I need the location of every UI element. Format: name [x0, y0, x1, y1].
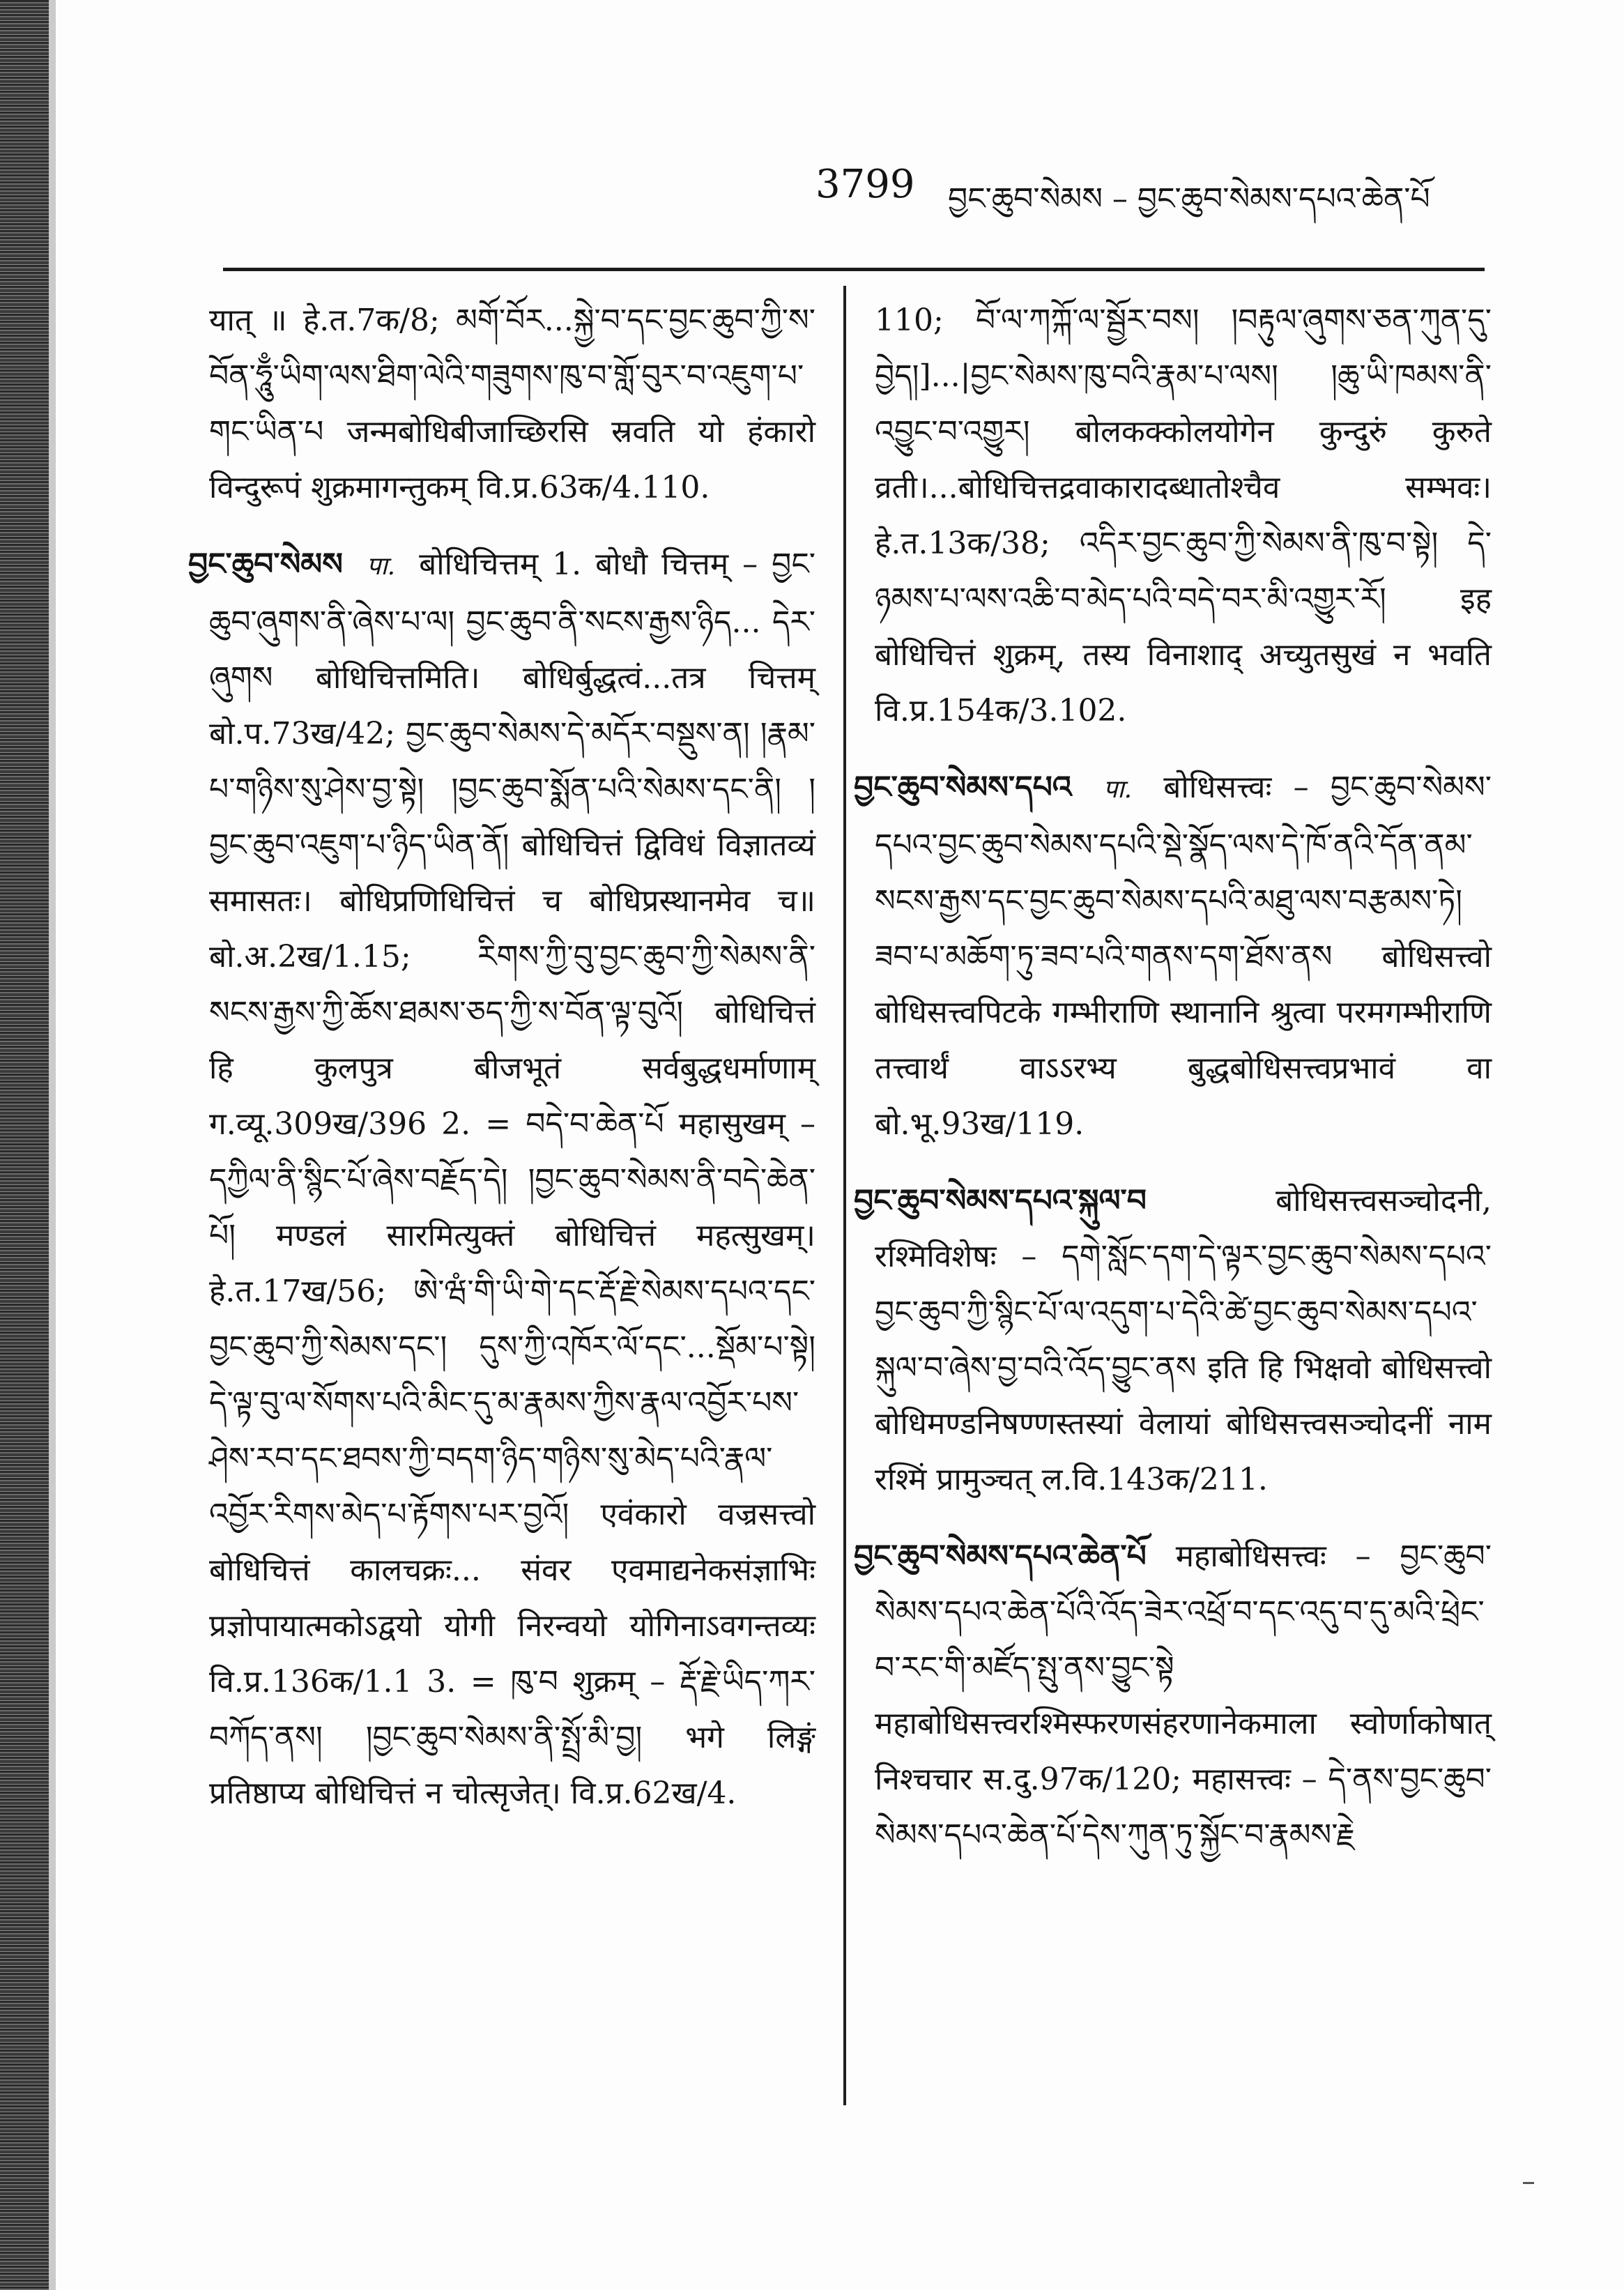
binding-edge [0, 0, 49, 2290]
entry-gloss: पा. [366, 552, 396, 581]
dictionary-entry [854, 1173, 1492, 1508]
dictionary-entry [854, 760, 1492, 1152]
continuation-body: यात् ॥ हे.त.7क/8; མགོ་བོར...སྐྱེ་བ་དང་བྱང་ཆུབ་ཀྱི་ས་བོན་ཧཱུྃ་ཡིག་ལས་ཐིག་ལེའི་གཟུགས་ཁུ་བ་གློ་བུར་བ་འཇུག་པ་གང་ཡིན་པ जन्मबोधिबीजाच्छिरसि स्रवति यो हंकारो विन्दुरूपं शुक्रमागन्तुकम् वि.प्र.63क/4.110. [209, 303, 815, 505]
entry-gloss: पा. [1103, 775, 1133, 804]
entry-headword: བྱང་ཆུབ་སེམས [188, 547, 343, 582]
continuation-text [209, 293, 815, 516]
right-column [854, 293, 1492, 1884]
column-divider [843, 286, 846, 2105]
running-head: བྱང་ཆུབ་སེམས – བྱང་ཆུབ་སེམས་དཔའ་ཆེན་པོ [948, 181, 1430, 217]
page-number: 3799 [815, 162, 915, 207]
dictionary-entry [188, 537, 815, 1822]
binding-shadow [49, 0, 56, 2290]
continuation-body: 110; བོ་ལ་ཀཀྐོ་ལ་སྦྱོར་བས། །བརྟུལ་ཞུགས་ཅན་ཀུན་དུ་བྱེད།]...|བྱང་སེམས་ཁུ་བའི་རྣམ་པ་ལས། །ཆུ་ཡི་ཁམས་ནི་འབྱུང་བ་འགྱུར། बोलकक्कोलयोगेन कुन्दुरुं कुरुते व्रती।...बोधिचित्तद्रवाकारादब्धातोश्चैव सम्भवः। हे.त.13क/38; འདིར་བྱང་ཆུབ་ཀྱི་སེམས་ནི་ཁུ་བ་སྟེ། དེ་ཉམས་པ་ལས་འཆི་བ་མེད་པའི་བདེ་བར་མི་འགྱུར་རོ། इह बोधिचित्तं शुक्रम्, तस्य विनाशाद् अच्युतसुखं न भवति वि.प्र.154क/3.102. [875, 303, 1492, 728]
entry-headword: བྱང་ཆུབ་སེམས་དཔའ་ཆེན་པོ [854, 1539, 1147, 1574]
entry-headword: བྱང་ཆུབ་སེམས་དཔའ་སྐུལ་བ [854, 1183, 1147, 1219]
entry-body: बोधिसत्त्वसञ्चोदनी, रश्मिविशेषः – དགེ་སློང་དག་དེ་ལྟར་བྱང་ཆུབ་སེམས་དཔའ་བྱང་ཆུབ་ཀྱི་སྙིང་པོ་ལ་འདུག་པ་དེའི་ཚེ་བྱང་ཆུབ་སེམས་དཔའ་སྐུལ་བ་ཞེས་བྱ་བའི་འོད་བྱུང་ནས इति हि भिक्षवो बोधिसत्त्वो बोधिमण्डनिषण्णस्तस्यां वेलायां बोधिसत्त्वसञ्चोदनीं नाम रश्मिं प्रामुञ्चत् ल.वि.143क/211. [875, 1183, 1492, 1497]
continuation-text [875, 293, 1492, 739]
entry-body: बोधिचित्तम् 1. बोधौ चित्तम् – བྱང་ཆུབ་ཞུགས་ནི་ཞེས་པ་ལ། བྱང་ཆུབ་ནི་སངས་རྒྱས་ཉིད... དེར་ཞུགས बोधिचित्तमिति। बोधिर्बुद्धत्वं...तत्र चित्तम् बो.प.73ख/42; བྱང་ཆུབ་སེམས་དེ་མདོར་བསྡུས་ན། །རྣམ་པ་གཉིས་སུ་ཤེས་བྱ་སྟེ། །བྱང་ཆུབ་སྨོན་པའི་སེམས་དང་ནི། །བྱང་ཆུབ་འཇུག་པ་ཉིད་ཡིན་ནོ། बोधिचित्तं द्विविधं विज्ञातव्यं समासतः। बोधिप्रणिधिचित्तं च बोधिप्रस्थानमेव च॥ बो.अ.2ख/1.15; རིགས་ཀྱི་བུ་བྱང་ཆུབ་ཀྱི་སེམས་ནི་སངས་རྒྱས་ཀྱི་ཆོས་ཐམས་ཅད་ཀྱི་ས་བོན་ལྟ་བུའོ། बोधिचित्तं हि कुलपुत्र बीजभूतं सर्वबुद्धधर्माणाम् ग.व्यू.309ख/396 2. = བདེ་བ་ཆེན་པོ महासुखम् – དཀྱིལ་ནི་སྙིང་པོ་ཞེས་བརྗོད་དེ། །བྱང་ཆུབ་སེམས་ནི་བདེ་ཆེན་པོ། मण्डलं सारमित्युक्तं बोधिचित्तं महत्सुखम्। हे.त.17ख/56; ཨེ་ཝཾ་གི་ཡི་གེ་དང་རྡོ་རྗེ་སེམས་དཔའ་དང་བྱང་ཆུབ་ཀྱི་སེམས་དང་། དུས་ཀྱི་འཁོར་ལོ་དང་...སྡོམ་པ་སྟེ། དེ་ལྟ་བུ་ལ་སོགས་པའི་མིང་དུ་མ་རྣམས་ཀྱིས་རྣལ་འབྱོར་པས་ཤེས་རབ་དང་ཐབས་ཀྱི་བདག་ཉིད་གཉིས་སུ་མེད་པའི་རྣལ་འབྱོར་རིགས་མེད་པ་རྟོགས་པར་བྱའོ། एवंकारो वज्रसत्त्वो बोधिचित्तं कालचक्रः... संवर एवमाद्यनेकसंज्ञाभिः प्रज्ञोपायात्मकोऽद्वयो योगी निरन्वयो योगिनाऽवगन्तव्यः वि.प्र.136क/1.1 3. = ཁུ་བ शुक्रम् – རྡོ་རྗེ་ཡིད་ཀར་བཀོད་ནས། །བྱང་ཆུབ་སེམས་ནི་སྤྲོ་མི་བྱ། भगे लिङ्गं प्रतिष्ठाप्य बोधिचित्तं न चोत्सृजेत्। वि.प्र.62ख/4. [209, 547, 815, 1811]
entry-body: बोधिसत्त्वः – བྱང་ཆུབ་སེམས་དཔའ་བྱང་ཆུབ་སེམས་དཔའི་སྡེ་སྣོད་ལས་དེ་ཁོ་ནའི་དོན་ནམ་སངས་རྒྱས་དང་བྱང་ཆུབ་སེམས་དཔའི་མཐུ་ལས་བརྩམས་ཏེ། ཟབ་པ་མཆོག་ཏུ་ཟབ་པའི་གནས་དག་ཐོས་ནས बोधिसत्त्वो बोधिसत्त्वपिटके गम्भीराणि स्थानानि श्रुत्वा परमगम्भीराणि तत्त्वार्थं वाऽऽरभ्य बुद्धबोधिसत्त्वप्रभावं वा बो.भू.93ख/119. [875, 770, 1492, 1142]
margin-mark [1523, 2182, 1534, 2184]
entry-headword: བྱང་ཆུབ་སེམས་དཔའ [854, 770, 1072, 805]
left-column [188, 293, 815, 1842]
entry-body: महाबोधिसत्त्वः – བྱང་ཆུབ་སེམས་དཔའ་ཆེན་པོའི་འོད་ཟེར་འཕྲོ་བ་དང་འདུ་བ་དུ་མའི་ཕྲེང་བ་རང་གི་མཛོད་སྤུ་ནས་བྱུང་སྟེ महाबोधिसत्त्वरश्मिस्फरणसंहरणानेकमाला स्वोर्णाकोषात् निश्चचार स.दु.97क/120; महासत्त्वः – དེ་ནས་བྱང་ཆུབ་སེམས་དཔའ་ཆེན་པོ་དེས་ཀུན་ཏུ་སྐྱོང་བ་རྣམས་རྗེ [875, 1539, 1492, 1853]
dictionary-entry [854, 1529, 1492, 1863]
page-header [815, 162, 1478, 224]
header-rule [223, 268, 1485, 271]
